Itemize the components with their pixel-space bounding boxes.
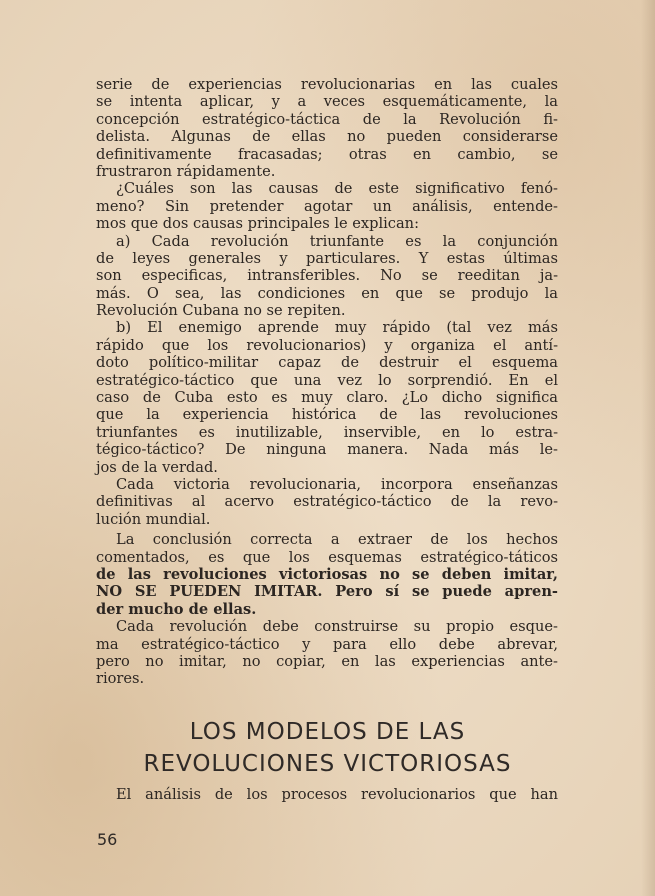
text-line: mos que dos causas principales le explican: <box>96 215 419 233</box>
section-heading-line-2: REVOLUCIONES VICTORIOSAS <box>143 751 512 777</box>
text-line: pero no imitar, no copiar, en las experiencias ante- <box>96 652 558 670</box>
text-line: frustraron rápidamente. <box>96 162 276 180</box>
text-line: jos de la verdad. <box>96 458 218 476</box>
text-line: lución mundial. <box>96 510 211 528</box>
text-line: doto político-militar capaz de destruir el esquema <box>96 354 558 372</box>
text-line: comentados, es que los esquemas estratégico-táticos <box>96 548 558 566</box>
text-line: a) Cada revolución triunfante es la conjunción <box>116 232 558 250</box>
text-line: se intenta aplicar, y a veces esquemáticamente, la <box>96 93 558 111</box>
text-line-bold: NO SE PUEDEN IMITAR. Pero sí se puede apren- <box>96 583 558 601</box>
text-line: caso de Cuba esto es muy claro. ¿Lo dicho significa <box>96 389 558 407</box>
text-line: La conclusión correcta a extraer de los hechos <box>116 531 558 549</box>
text-line-bold: de las revoluciones victoriosas no se deben imitar, <box>96 565 558 583</box>
text-line: b) El enemigo aprende muy rápido (tal vez más <box>116 319 558 337</box>
text-line: Revolución Cubana no se repiten. <box>96 302 346 320</box>
text-line: estratégico-táctico que una vez lo sorprendió. En el <box>96 371 558 389</box>
text-line: que la experiencia histórica de las revoluciones <box>96 406 558 424</box>
text-line: Cada victoria revolucionaria, incorpora enseñanzas <box>116 475 558 493</box>
text-line: meno? Sin pretender agotar un análisis, entende- <box>96 197 558 215</box>
text-line: rápido que los revolucionarios) y organiza el antí- <box>96 336 558 354</box>
text-line: de leyes generales y particulares. Y estas últimas <box>96 249 558 267</box>
text-line: ¿Cuáles son las causas de este significativo fenó- <box>116 180 558 198</box>
section-heading <box>0 716 655 780</box>
text-line: riores. <box>96 670 145 688</box>
section-first-line: El análisis de los procesos revolucionarios que han <box>116 786 558 803</box>
text-line-bold: der mucho de ellas. <box>96 600 257 618</box>
text-line: delista. Algunas de ellas no pueden considerarse <box>96 128 558 146</box>
section-heading-line-1: LOS MODELOS DE LAS <box>189 719 466 745</box>
page-number: 56 <box>97 830 118 849</box>
text-line: ma estratégico-táctico y para ello debe abrevar, <box>96 635 558 653</box>
text-line: son especificas, intransferibles. No se reeditan ja- <box>96 267 558 285</box>
text-line: definitivamente fracasadas; otras en cambio, se <box>96 145 558 163</box>
text-line: tégico-táctico? De ninguna manera. Nada más le- <box>96 441 558 459</box>
body-text <box>96 76 558 688</box>
text-line: Cada revolución debe construirse su propio esque- <box>116 618 558 636</box>
text-line: serie de experiencias revolucionarias en las cuales <box>96 76 558 93</box>
text-line: más. O sea, las condiciones en que se produjo la <box>96 284 558 302</box>
text-line: triunfantes es inutilizable, inservible, en lo estra- <box>96 423 558 441</box>
text-line: definitivas al acervo estratégico-táctico de la revo- <box>96 493 558 511</box>
text-line: concepción estratégico-táctica de la Revolución fi- <box>96 110 558 128</box>
